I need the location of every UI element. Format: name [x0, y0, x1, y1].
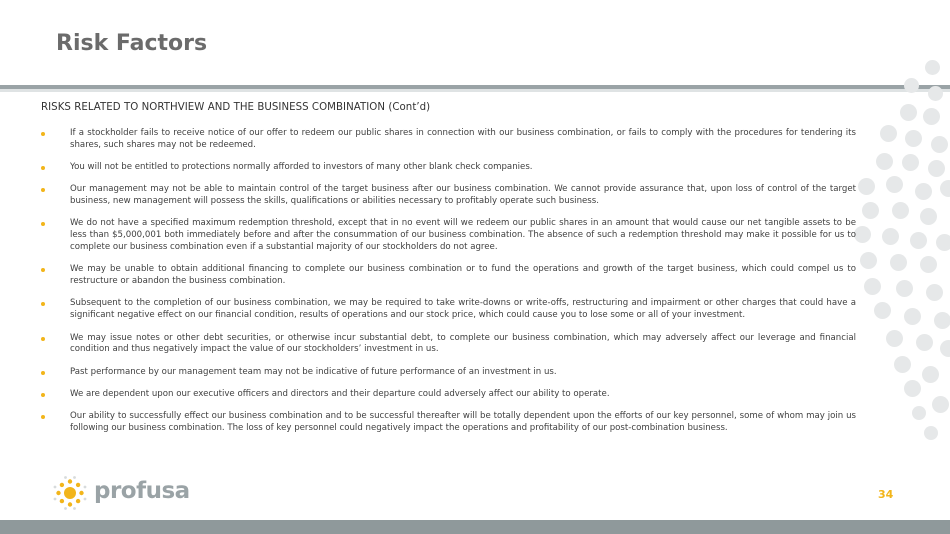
bullet-dot-icon: [41, 393, 45, 397]
bullet-dot-icon: [41, 132, 45, 136]
list-item: [41, 128, 856, 152]
list-item: [41, 389, 856, 401]
bullet-dot-icon: [41, 302, 45, 306]
bullet-text: We do not have a specified maximum redemption threshold, except that in no event will we redeem our public shares in an amount that would cause our net tangible assets to be less than $5,000,001 both immediately before and after the consummation of our business combination. The absence of such a redemption threshold may make it possible for us to complete our business combination even if a substantial majority of our stockholders do not agree.: [70, 218, 856, 253]
bullet-text: Subsequent to the completion of our business combination, we may be required to take write-downs or write-offs, restructuring and impairment or other charges that could have a significant negative effect on our financial condition, results of operations and our stock price, which could cause you to lose some or all of your investment.: [70, 298, 856, 321]
logo-wordmark: profusa: [94, 478, 190, 504]
footer-bar: [0, 520, 950, 534]
list-item: [41, 411, 856, 435]
bullet-text: We may be unable to obtain additional financing to complete our business combination or to fund the operations and growth of the target business, which could compel us to restructure or abandon the business combination.: [70, 264, 856, 287]
bullet-text: Our management may not be able to maintain control of the target business after our business combination. We cannot provide assurance that, upon loss of control of the target business, new management will possess the skills, qualifications or abilities necessary to profitably operate such business.: [70, 184, 856, 207]
list-item: [41, 298, 856, 322]
list-item: [41, 367, 856, 379]
title-divider-shadow: [0, 89, 950, 92]
list-item: [41, 333, 856, 357]
risk-bullet-list: [41, 128, 856, 445]
bullet-text: Our ability to successfully effect our business combination and to be successful thereafter will be totally dependent upon the efforts of our key personnel, some of whom may join us following our business combination. The loss of key personnel could negatively impact the operations and profitability of our post-combination business.: [70, 411, 856, 434]
list-item: [41, 162, 856, 174]
section-heading: RISKS RELATED TO NORTHVIEW AND THE BUSINESS COMBINATION (Cont’d): [41, 102, 431, 113]
bullet-dot-icon: [41, 188, 45, 192]
bullet-dot-icon: [41, 268, 45, 272]
bullet-text: If a stockholder fails to receive notice of our offer to redeem our public shares in connection with our business combination, or fails to comply with the procedures for tendering its shares, such shares may not be redeemed.: [70, 128, 856, 150]
list-item: [41, 218, 856, 253]
bullet-dot-icon: [41, 166, 45, 170]
bullet-dot-icon: [41, 415, 45, 419]
bullet-text: We are dependent upon our executive officers and directors and their departure could adversely affect our ability to operate.: [70, 388, 610, 399]
page-title: Risk Factors: [56, 31, 208, 56]
bullet-dot-icon: [41, 222, 45, 226]
dot-pattern-decoration: [840, 50, 950, 470]
bullet-text: We may issue notes or other debt securities, or otherwise incur substantial debt, to complete our business combination, which may adversely affect our leverage and financial condition and thus negatively impact the value of our stockholders’ investment in us.: [70, 332, 856, 355]
list-item: [41, 264, 856, 288]
bullet-text: Past performance by our management team may not be indicative of future performance of an investment in us.: [70, 366, 557, 377]
bullet-dot-icon: [41, 371, 45, 375]
bullet-dot-icon: [41, 337, 45, 341]
profusa-logo-mark-icon: [52, 475, 88, 511]
list-item: [41, 184, 856, 208]
profusa-logo: [52, 475, 190, 509]
bullet-text: You will not be entitled to protections normally afforded to investors of many other blank check companies.: [70, 162, 533, 173]
page-number: 34: [878, 488, 894, 501]
